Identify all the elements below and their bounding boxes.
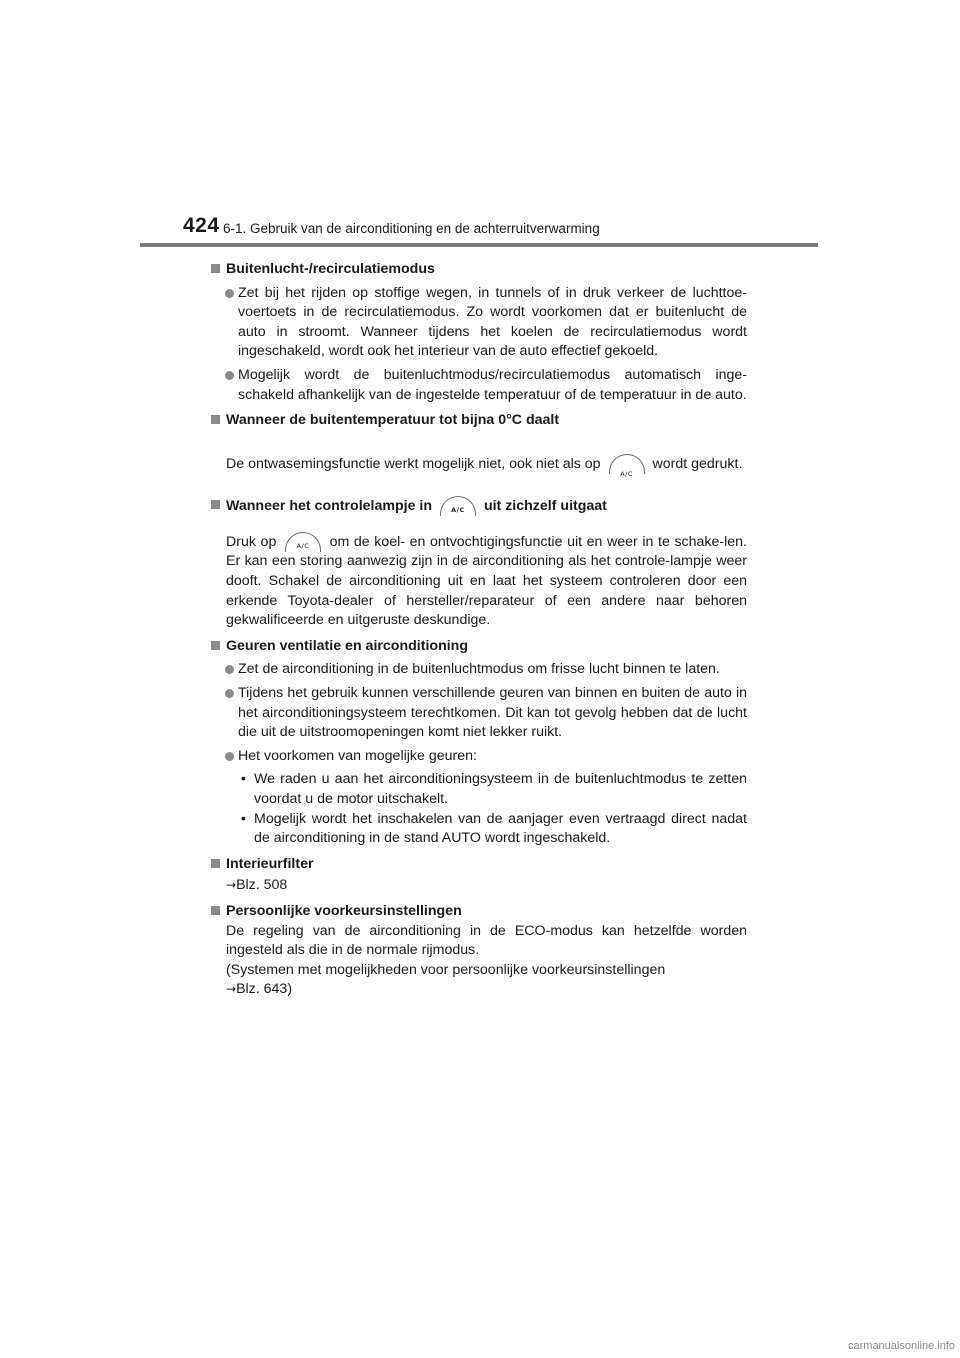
sub-list-item: • Mogelijk wordt het inschakelen van de aanjager even vertraagd direct nadat de airconditioning in de stand AUTO wordt ingeschakeld.	[241, 810, 747, 847]
section-paragraph: De ontwasemingsfunctie werkt mogelijk niet, ook niet als op A/C wordt gedrukt.	[226, 455, 743, 478]
section-square-icon	[211, 859, 220, 868]
bullet-item: Mogelijk wordt de buitenluchtmodus/recirculatiemodus automatisch inge-schakeld afhankelijk van de ingestelde temperatuur of de temperatuur in de auto.	[210, 366, 747, 405]
arrow-right-icon: →	[226, 878, 237, 893]
bullet-dot-icon	[225, 371, 234, 380]
page-content	[210, 254, 747, 1000]
section-paragraph: Druk op A/C om de koel- en ontvochtigingsfunctie uit en weer in te schake-len. Er kan een storing aanwezig zijn in de airconditioning als het controle-lampje weer dooft. Schakel de airconditioning uit en laat het systeem controleren door een erkende Toyota-dealer of hersteller/reparateur of een andere naar behoren gekwalificeerde en uitgeruste deskundige.	[226, 533, 747, 629]
section-title-low-temperature: Wanneer de buitentemperatuur tot bijna 0°C daalt	[210, 411, 747, 431]
header-rule	[140, 243, 818, 247]
page-number: 424	[183, 214, 220, 237]
section-square-icon	[211, 415, 220, 424]
page-reference: →Blz. 643)	[226, 981, 293, 998]
section-paragraph: (Systemen met mogelijkheden voor persoonlijke voorkeursinstellingen	[226, 961, 666, 978]
ac-button-icon: A/C	[609, 454, 645, 474]
chapter-title: 6-1. Gebruik van de airconditioning en de achterruitverwarming	[223, 221, 600, 236]
watermark: carmanualsonline.info	[848, 1340, 956, 1352]
section-square-icon	[211, 906, 220, 915]
sub-list-item: • We raden u aan het airconditioningsysteem in de buitenluchtmodus te zetten voordat u de motor uitschakelt.	[241, 771, 747, 807]
section-title-odors: Geuren ventilatie en airconditioning	[210, 637, 747, 657]
page-reference: →Blz. 508	[226, 877, 288, 894]
bullet-dot-icon	[225, 689, 234, 698]
section-title-customization: Persoonlijke voorkeursinstellingen	[210, 902, 747, 922]
section-square-icon	[211, 264, 220, 273]
section-square-icon	[211, 500, 220, 509]
bullet-item: Tijdens het gebruik kunnen verschillende geuren van binnen en buiten de auto in het airconditioningsysteem terechtkomen. Dit kan tot gevolg hebben dat de lucht die uit de uitstroomopeningen komt niet lekker ruikt.	[210, 684, 747, 743]
sub-bullet-marker: •	[241, 810, 246, 827]
section-title-cabin-filter: Interieurfilter	[210, 855, 747, 875]
bullet-dot-icon	[225, 289, 234, 298]
section-paragraph: De regeling van de airconditioning in de ECO-modus kan hetzelfde worden ingesteld als die in de normale rijmodus.	[226, 922, 747, 959]
bullet-item: Zet bij het rijden op stoffige wegen, in tunnels of in druk verkeer de luchttoe-voertoets in de recirculatiemodus. Zo wordt voorkomen dat er buitenlucht de auto in stroomt. Wanneer tijdens het koelen de recirculatiemodus wordt ingeschakeld, wordt ook het interieur van de auto effectief gekoeld.	[210, 284, 747, 362]
sub-bullet-marker: •	[241, 771, 246, 788]
bullet-item: Het voorkomen van mogelijke geuren:	[210, 747, 747, 767]
arrow-right-icon: →	[226, 982, 237, 997]
bullet-item: Zet de airconditioning in de buitenluchtmodus om frisse lucht binnen te laten.	[210, 660, 747, 680]
ac-button-icon: A/C	[440, 496, 476, 516]
section-title-indicator: Wanneer het controlelampje in A/C uit zichzelf uitgaat	[210, 496, 747, 516]
bullet-dot-icon	[225, 752, 234, 761]
section-title-recirculation: Buitenlucht-/recirculatiemodus	[210, 260, 747, 280]
ac-button-icon: A/C	[285, 532, 321, 552]
section-square-icon	[211, 641, 220, 650]
bullet-dot-icon	[225, 665, 234, 674]
